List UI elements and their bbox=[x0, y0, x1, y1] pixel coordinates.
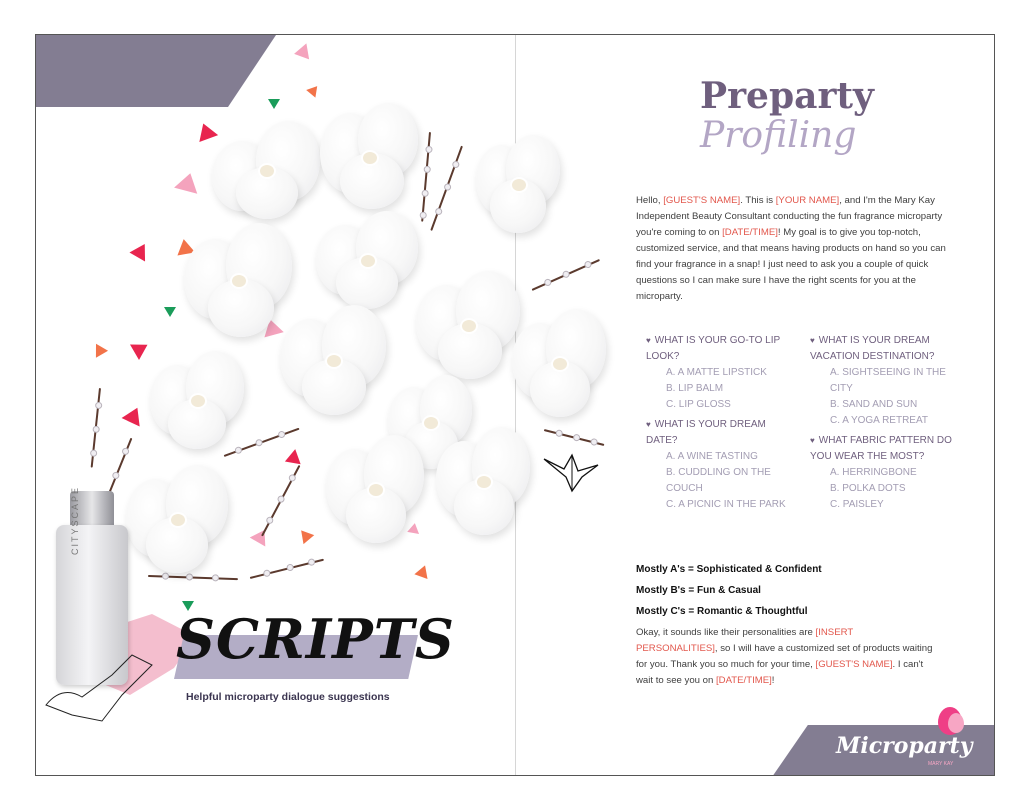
question-block bbox=[646, 333, 796, 413]
result-line: Mostly C's = Romantic & Thoughtful bbox=[636, 606, 808, 617]
twig bbox=[261, 465, 300, 537]
confetti-triangle bbox=[130, 337, 152, 360]
answer-option: C. PAISLEY bbox=[830, 499, 884, 510]
closing-paragraph bbox=[636, 625, 936, 689]
confetti-triangle bbox=[250, 525, 273, 546]
confetti-triangle bbox=[174, 170, 202, 194]
question-block bbox=[810, 333, 960, 429]
answer-option: B. LIP BALM bbox=[666, 383, 724, 394]
confetti-triangle bbox=[414, 563, 431, 579]
heart-bullet-icon: ♥ bbox=[646, 420, 651, 429]
orchid-flower bbox=[316, 211, 420, 311]
question-block bbox=[646, 417, 796, 513]
perfume-bottle-label: CITYSCAPE bbox=[70, 485, 80, 555]
answer-option: A. A MATTE LIPSTICK bbox=[666, 367, 767, 378]
logo-subtext: MARY KAY bbox=[928, 761, 954, 767]
confetti-triangle bbox=[129, 240, 152, 262]
confetti-triangle bbox=[122, 404, 147, 427]
intro-paragraph bbox=[636, 193, 958, 305]
placeholder-personalities: [INSERT PERSONALITIES] bbox=[636, 627, 854, 654]
placeholder-guest-name: [GUEST'S NAME] bbox=[815, 659, 893, 670]
orchid-flower bbox=[326, 435, 426, 545]
brochure-spread bbox=[35, 34, 995, 776]
twig bbox=[430, 146, 463, 231]
orchid-flower bbox=[416, 271, 522, 381]
questions-column-right bbox=[810, 331, 960, 517]
intro-text: . This is bbox=[740, 195, 776, 206]
question bbox=[646, 333, 796, 365]
answer-option: C. A PICNIC IN THE PARK bbox=[666, 499, 786, 510]
question bbox=[646, 417, 796, 449]
orchid-flower bbox=[126, 465, 230, 575]
orchid-flower bbox=[184, 223, 294, 339]
question-block bbox=[810, 433, 960, 513]
placeholder-your-name: [YOUR NAME] bbox=[775, 195, 840, 206]
confetti-triangle bbox=[294, 41, 314, 60]
confetti-triangle bbox=[306, 82, 322, 97]
twig bbox=[544, 429, 605, 446]
confetti-triangle bbox=[164, 307, 176, 317]
twig bbox=[91, 388, 101, 468]
question-text: WHAT IS YOUR DREAM DATE? bbox=[646, 419, 766, 446]
closing-text: Okay, it sounds like their personalities are bbox=[636, 627, 816, 638]
answer-option: C. LIP GLOSS bbox=[666, 399, 731, 410]
intro-text: ! My goal is to give you top-notch, customized service, and that means having products on hand so you can find your fragrance in a snap! I just need to ask you a couple of quick questions so I can make sure I have the right scents for you at the microparty. bbox=[636, 227, 946, 302]
scripts-subtitle: Helpful microparty dialogue suggestions bbox=[186, 691, 390, 703]
orchid-flower bbox=[212, 121, 322, 221]
confetti-triangle bbox=[296, 526, 314, 544]
question bbox=[810, 333, 960, 365]
answer-option: A. A WINE TASTING bbox=[666, 451, 758, 462]
answer-option: B. SAND AND SUN bbox=[830, 399, 918, 410]
corner-band bbox=[36, 35, 276, 107]
confetti-triangle bbox=[268, 99, 280, 109]
microparty-logo: Microparty bbox=[836, 733, 973, 759]
placeholder-guest-name: [GUEST'S NAME] bbox=[663, 195, 741, 206]
answer-option: C. A YOGA RETREAT bbox=[830, 415, 928, 426]
placeholder-date-time: [DATE/TIME] bbox=[722, 227, 778, 238]
orchid-flower bbox=[280, 305, 388, 417]
intro-text: Hello, bbox=[636, 195, 664, 206]
twig bbox=[148, 575, 238, 580]
orchid-flower bbox=[476, 135, 562, 235]
result-line: Mostly B's = Fun & Casual bbox=[636, 585, 761, 596]
confetti-triangle bbox=[285, 448, 303, 465]
orchid-flower bbox=[320, 103, 420, 213]
answer-option: A. SIGHTSEEING IN THE CITY bbox=[830, 367, 946, 394]
question-text: WHAT FABRIC PATTERN DO YOU WEAR THE MOST? bbox=[810, 435, 952, 462]
question-text: WHAT IS YOUR DREAM VACATION DESTINATION? bbox=[810, 335, 935, 362]
heart-bullet-icon: ♥ bbox=[810, 436, 815, 445]
results-key bbox=[636, 559, 822, 622]
twig bbox=[532, 259, 600, 291]
closing-text: ! bbox=[771, 675, 775, 686]
scripts-title: SCRIPTS bbox=[176, 607, 455, 671]
heart-bullet-icon: ♥ bbox=[646, 336, 651, 345]
closing-text: . I can't wait to see you on bbox=[636, 659, 924, 686]
page-title-line2: Profiling bbox=[700, 115, 857, 156]
question-text: WHAT IS YOUR GO-TO LIP LOOK? bbox=[646, 335, 780, 362]
intro-text: , and I'm the Mary Kay Independent Beauty Consultant conducting the fun fragrance microparty you're coming to on bbox=[636, 195, 943, 238]
orchid-flower bbox=[436, 427, 532, 537]
placeholder-date-time: [DATE/TIME] bbox=[716, 675, 772, 686]
questions-column-left bbox=[646, 331, 796, 517]
balloon-icon bbox=[948, 713, 964, 733]
origami-crane-icon bbox=[542, 445, 600, 493]
confetti-triangle bbox=[90, 340, 108, 357]
answer-option: A. HERRINGBONE bbox=[830, 467, 917, 478]
orchid-flower bbox=[150, 351, 246, 451]
heart-bullet-icon: ♥ bbox=[810, 336, 815, 345]
question bbox=[810, 433, 960, 465]
orchid-flower bbox=[512, 309, 608, 419]
line-art-outline bbox=[42, 635, 162, 725]
twig bbox=[250, 559, 324, 579]
answer-option: B. CUDDLING ON THE COUCH bbox=[666, 467, 771, 494]
closing-text: , so I will have a customized set of products waiting for you. Thank you so much for your time, bbox=[636, 643, 933, 670]
result-line: Mostly A's = Sophisticated & Confident bbox=[636, 564, 822, 575]
page-title-line1: Preparty bbox=[700, 75, 874, 117]
twig bbox=[421, 132, 431, 222]
answer-option: B. POLKA DOTS bbox=[830, 483, 906, 494]
